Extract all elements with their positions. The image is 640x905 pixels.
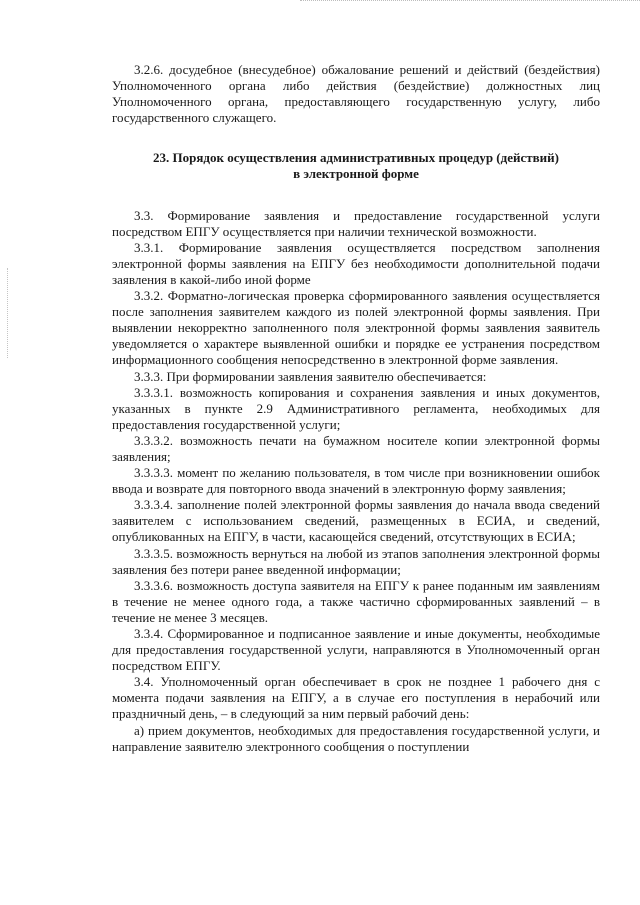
paragraph-3-3-2: 3.3.2. Форматно-логическая проверка сформированного заявления осуществляется после заполнения заявителем каждого из полей электронной формы заявления. При выявлении некорректно заполненного поля электронной формы заявления заявитель уведомляется о характере выявленной ошибки и порядке ее устранения посредством информационного сообщения непосредственно в электронной форме заявления. <box>112 288 600 368</box>
paragraph-3-3-3-1: 3.3.3.1. возможность копирования и сохранения заявления и иных документов, указанных в пункте 2.9 Административного регламента, необходимых для предоставления государственной услуги; <box>112 384 600 432</box>
section-heading-line-2: в электронной форме <box>293 166 419 182</box>
paragraph-3-3-3: 3.3.3. При формировании заявления заявителю обеспечивается: <box>134 368 487 384</box>
paragraph-3-3-3-5: 3.3.3.5. возможность вернуться на любой из этапов заполнения электронной формы заявления без потери ранее введенной информации; <box>112 545 600 577</box>
paragraph-3-4-a: а) прием документов, необходимых для предоставления государственной услуги, и направление заявителю электронного сообщения о поступлении <box>112 722 600 754</box>
section-heading <box>112 150 600 182</box>
section-heading-line-1: 23. Порядок осуществления административных процедур (действий) <box>153 150 559 166</box>
paragraph-3-3-3-4: 3.3.3.4. заполнение полей электронной формы заявления до начала ввода сведений заявителем с использованием сведений, размещенных в ЕСИА, и сведений, опубликованных на ЕПГУ, в части, касающейся сведений, отсутствующих в ЕСИА; <box>112 497 600 545</box>
paragraph-3-3-3-2: 3.3.3.2. возможность печати на бумажном носителе копии электронной формы заявления; <box>112 432 600 464</box>
paragraph-3-3-3-3: 3.3.3.3. момент по желанию пользователя, в том числе при возникновении ошибок ввода и возврате для повторного ввода значений в электронную форму заявления; <box>112 465 600 497</box>
paragraph-3-4: 3.4. Уполномоченный орган обеспечивает в срок не позднее 1 рабочего дня с момента подачи заявления на ЕПГУ, а в случае его поступления в нерабочий или праздничный день, – в следующий за ним первый рабочий день: <box>112 674 600 722</box>
scan-edge <box>300 0 640 2</box>
paragraph-3-2-6: 3.2.6. досудебное (внесудебное) обжалование решений и действий (бездействия) Уполномоченного органа либо действия (бездействие) должностных лиц Уполномоченного органа, предоставляющего государственную услугу, либо государственного служащего. <box>112 62 600 126</box>
binding-marks <box>7 268 10 358</box>
document-body <box>112 62 600 755</box>
paragraph-3-3-4: 3.3.4. Сформированное и подписанное заявление и иные документы, необходимые для предоставления государственной услуги, направляются в Уполномоченный орган посредством ЕПГУ. <box>112 626 600 674</box>
paragraph-3-3: 3.3. Формирование заявления и предоставление государственной услуги посредством ЕПГУ осуществляется при наличии технической возможности. <box>112 207 600 239</box>
paragraph-3-3-3-6: 3.3.3.6. возможность доступа заявителя на ЕПГУ к ранее поданным им заявлениям в течение не менее одного года, а также частично сформированных заявлений – в течение не менее 3 месяцев. <box>112 577 600 625</box>
paragraph-3-3-1: 3.3.1. Формирование заявления осуществляется посредством заполнения электронной формы заявления на ЕПГУ без необходимости дополнительной подачи заявления в какой-либо иной форме <box>112 239 600 287</box>
